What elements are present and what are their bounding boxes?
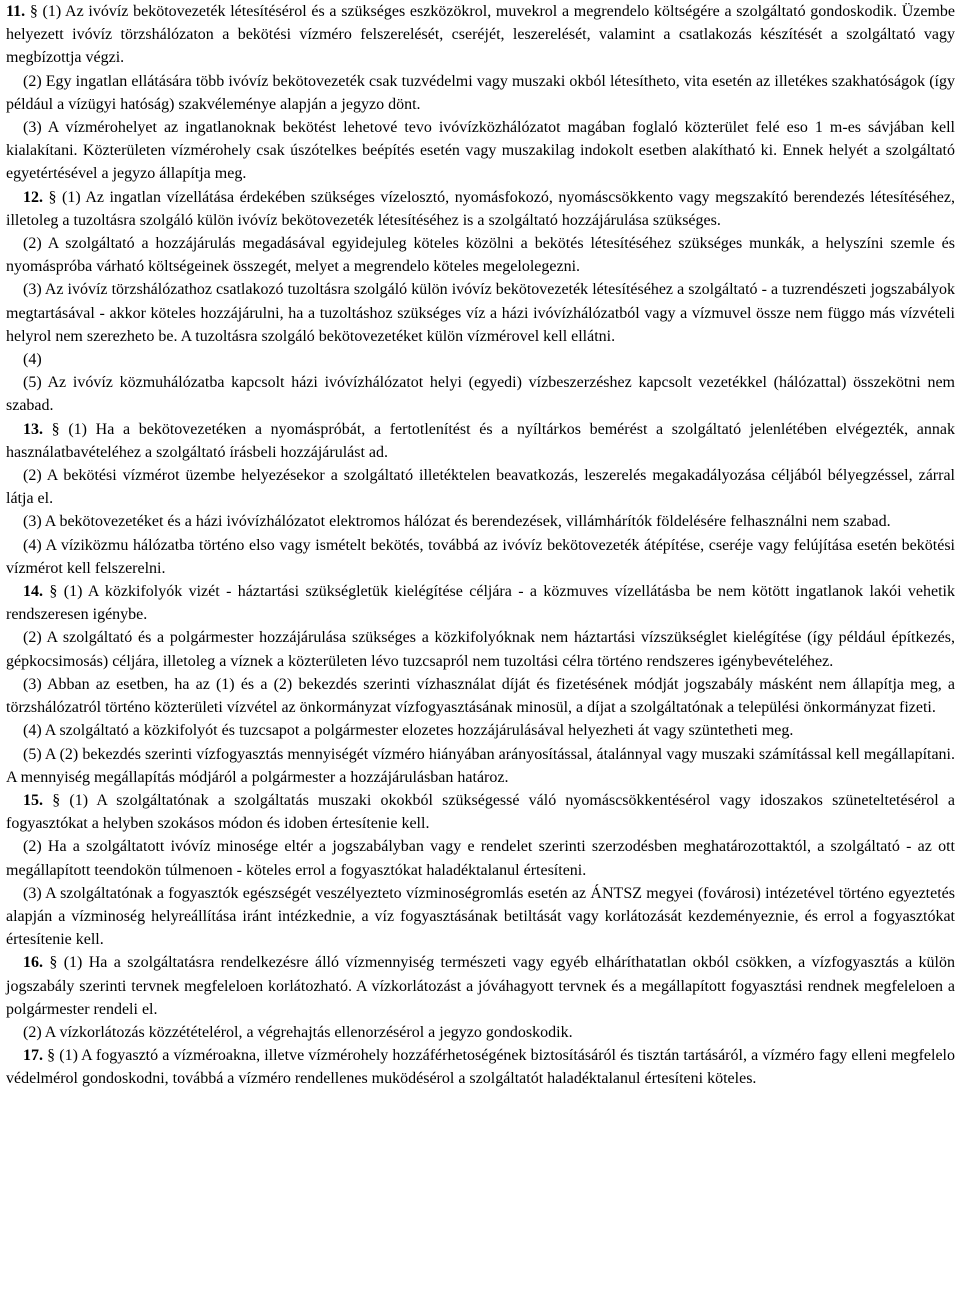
paragraph-14-4 [6,719,955,742]
paragraph-11-1 [6,0,955,70]
section-number: 14. [23,583,43,601]
paragraph-14-2 [6,626,955,672]
paragraph-text: (4) [23,351,42,369]
paragraph-text: § (1) A fogyasztó a vízméroakna, illetve vízmérohely hozzáférhetoségének biztosításáról és tisztán tartásáról, a vízméro fagy elleni megfelelo védelmérol gondoskodni, továbbá a vízméro rendellenes muködésérol a szolgáltatót haladéktalanul értesíteni köteles. [6,1047,955,1088]
paragraph-text: (2) A vízkorlátozás közzétételérol, a végrehajtás ellenorzésérol a jegyzo gondoskodik. [23,1023,573,1041]
section-number: 17. [23,1047,43,1065]
paragraph-13-2 [6,464,955,510]
section-number: 15. [23,791,43,809]
paragraph-text: (3) A szolgáltatónak a fogyasztók egészségét veszélyezteto vízminoségromlás esetén az ÁNTSZ megyei (fovárosi) intézetével történo egyeztetés alapján a vízminoség helyreállítása iránt intézkednie, a víz fogyasztásának betiltását vagy korlátozását kezdeményeznie, és errol a fogyasztókat értesítenie kell. [6,884,955,949]
paragraph-11-2 [6,70,955,116]
paragraph-text: (4) A szolgáltató a közkifolyót és tuzcsapot a polgármester elozetes hozzájárulásával helyezheti át vagy szüntetheti meg. [23,722,794,740]
paragraph-text: (2) Ha a szolgáltatott ivóvíz minosége eltér a jogszabályban vagy e rendelet szerinti szerzodésben meghatározottaktól, a szolgáltató - az ott megállapított teendokön túlmenoen - köteles errol a fogyasztókat haladéktalanul értesíteni. [6,838,955,879]
section-number: 12. [23,188,43,206]
paragraph-text: (2) A szolgáltató a hozzájárulás megadásával egyidejuleg köteles közölni a bekötés létesítéséhez szükséges munkák, a helyszíni szemle és nyomáspróba várható költségeinek összegét, melyet a megrendelo köteles megelolegezni. [6,235,955,276]
paragraph-14-3 [6,673,955,719]
paragraph-text: § (1) Az ivóvíz bekötovezeték létesítésérol és a szükséges eszközökrol, muvekrol a megrendelo költségére a szolgáltató gondoskodik. Üzembe helyezett ivóvíz törzshálózaton a bekötési vízméro felszerelését, cseréjét, leszerelését, valamint a csatlakozás készítését a szolgáltató vagy megbízottja végzi. [6,3,955,67]
paragraph-text: (2) A bekötési vízmérot üzembe helyezésekor a szolgáltató illetéktelen beavatkozás, leszerelés megakadályozása céljából bélyegzéssel, zárral látja el. [6,467,955,508]
paragraph-17-1 [6,1044,955,1090]
paragraph-text: § (1) A közkifolyók vizét - háztartási szükségletük kielégítése céljára - a közmuves vízellátásba be nem kötött ingatlanok lakói vehetik rendszeresen igénybe. [6,583,955,624]
paragraph-text: § (1) Ha a bekötovezetéken a nyomáspróbát, a fertotlenítést és a nyíltárkos bemérést a szolgáltató jelenlétében elvégezték, annak használatbavételéhez a szolgáltató írásbeli hozzájárulást ad. [6,420,955,461]
paragraph-12-2 [6,232,955,278]
paragraph-text: (3) Az ivóvíz törzshálózathoz csatlakozó tuzoltásra szolgáló külön ivóvíz bekötovezeték létesítéséhez a szolgáltató - a tuzrendészeti jogszabályok megtartásával - akkor köteles hozzájárulni, ha a tuzoltáshoz szükséges víz a házi ivóvízhálózatból vagy a vízmuvel össze nem függo más vízvételi helyrol nem szerezheto be. A tuzoltásra szolgáló bekötovezetéket külön vízmérovel kell ellátni. [6,281,955,345]
paragraph-13-3 [6,510,955,533]
paragraph-11-3 [6,116,955,186]
paragraph-text: (4) A víziközmu hálózatba történo elso vagy ismételt bekötés, továbbá az ivóvíz bekötovezeték átépítése, cseréje vagy felújítása esetén bekötési vízmérot kell felszerelni. [6,536,955,577]
paragraph-text: (2) Egy ingatlan ellátására több ivóvíz bekötovezeték csak tuzvédelmi vagy muszaki okból létesítheto, vita esetén az illetékes szakhatóságok (így például a vízügyi hatóság) szakvéleménye alapján a jegyzo dönt. [6,72,955,113]
paragraph-13-1 [6,418,955,464]
section-number: 13. [23,420,43,438]
paragraph-text: § (1) Az ingatlan vízellátása érdekében szükséges vízelosztó, nyomásfokozó, nyomáscsökkento vagy megszakító berendezés létesítéséhez, illetoleg a tuzoltásra szolgáló külön ivóvíz bekötovezeték létesítéséhez is a szolgáltató hozzájárulása szükséges. [6,188,955,229]
paragraph-text: (3) A bekötovezetéket és a házi ivóvízhálózatot elektromos hálózat és berendezések, villámhárítók földelésére felhasználni nem szabad. [23,513,891,531]
paragraph-text: (3) A vízmérohelyet az ingatlanoknak bekötést lehetové tevo ivóvízközhálózatot magában foglaló közterület felé eso 1 m-es sávjában kell kialakítani. Közterületen vízmérohely csak úszótelkes beépítés esetén vagy muszakilag indokolt esetben alakítható ki. Ennek helyét a szolgáltató egyetértésével a jegyzo állapítja meg. [6,119,955,183]
paragraph-text: (3) Abban az esetben, ha az (1) és a (2) bekezdés szerinti vízhasználat díját és fizetésének módját jogszabály másként nem állapítja meg, a törzshálózatról történo közterületi vízvétel az önkormányzat vízfogyasztásának minosül, a díjat a szolgáltatónak a települési önkormányzat fizeti. [6,675,955,717]
paragraph-15-2 [6,835,955,881]
paragraph-12-5 [6,371,955,417]
paragraph-text: (5) Az ivóvíz közmuhálózatba kapcsolt házi ivóvízhálózatot helyi (egyedi) vízbeszerzéshez kapcsolt vezetékkel (hálózattal) összekötni nem szabad. [6,374,955,415]
paragraph-12-4 [6,348,955,371]
section-number: 11. [6,3,26,20]
paragraph-13-4 [6,534,955,580]
paragraph-text: (5) A (2) bekezdés szerinti vízfogyasztás mennyiségét vízméro hiányában arányosítással, átalánnyal vagy muszaki számítással kell megállapítani. A mennyiség megállapítás módjáról a polgármester a hozzájárulásban határoz. [6,745,955,786]
paragraph-15-3 [6,882,955,952]
paragraph-text: § (1) Ha a szolgáltatásra rendelkezésre álló vízmennyiség természeti vagy egyéb elháríthatatlan okból csökken, a vízfogyasztás a külön jogszabály szerinti tervnek megfeleloen korlátozható. A vízkorlátozást a jóváhagyott tervnek és a megállapított fogyasztási rendnek megfeleloen a polgármester rendeli el. [6,954,955,1018]
paragraph-16-2 [6,1021,955,1044]
paragraph-12-1 [6,186,955,232]
paragraph-14-5 [6,743,955,789]
paragraph-16-1 [6,951,955,1021]
section-number: 16. [23,954,43,972]
paragraph-12-3 [6,278,955,348]
paragraph-15-1 [6,789,955,835]
paragraph-text: § (1) A szolgáltatónak a szolgáltatás muszaki okokból szükségessé váló nyomáscsökkentésérol vagy idoszakos szüneteltetésérol a fogyasztókat a helyben szokásos módon és idoben értesítenie kell. [6,791,955,833]
paragraph-14-1 [6,580,955,626]
paragraph-text: (2) A szolgáltató és a polgármester hozzájárulása szükséges a közkifolyóknak nem háztartási vízszükséglet kielégítése (így például építkezés, gépkocsimosás) céljára, illetoleg a víznek a közterületen lévo tuzcsapról nem tuzoltási célra történo rendszeres igénybevételéhez. [6,629,955,670]
